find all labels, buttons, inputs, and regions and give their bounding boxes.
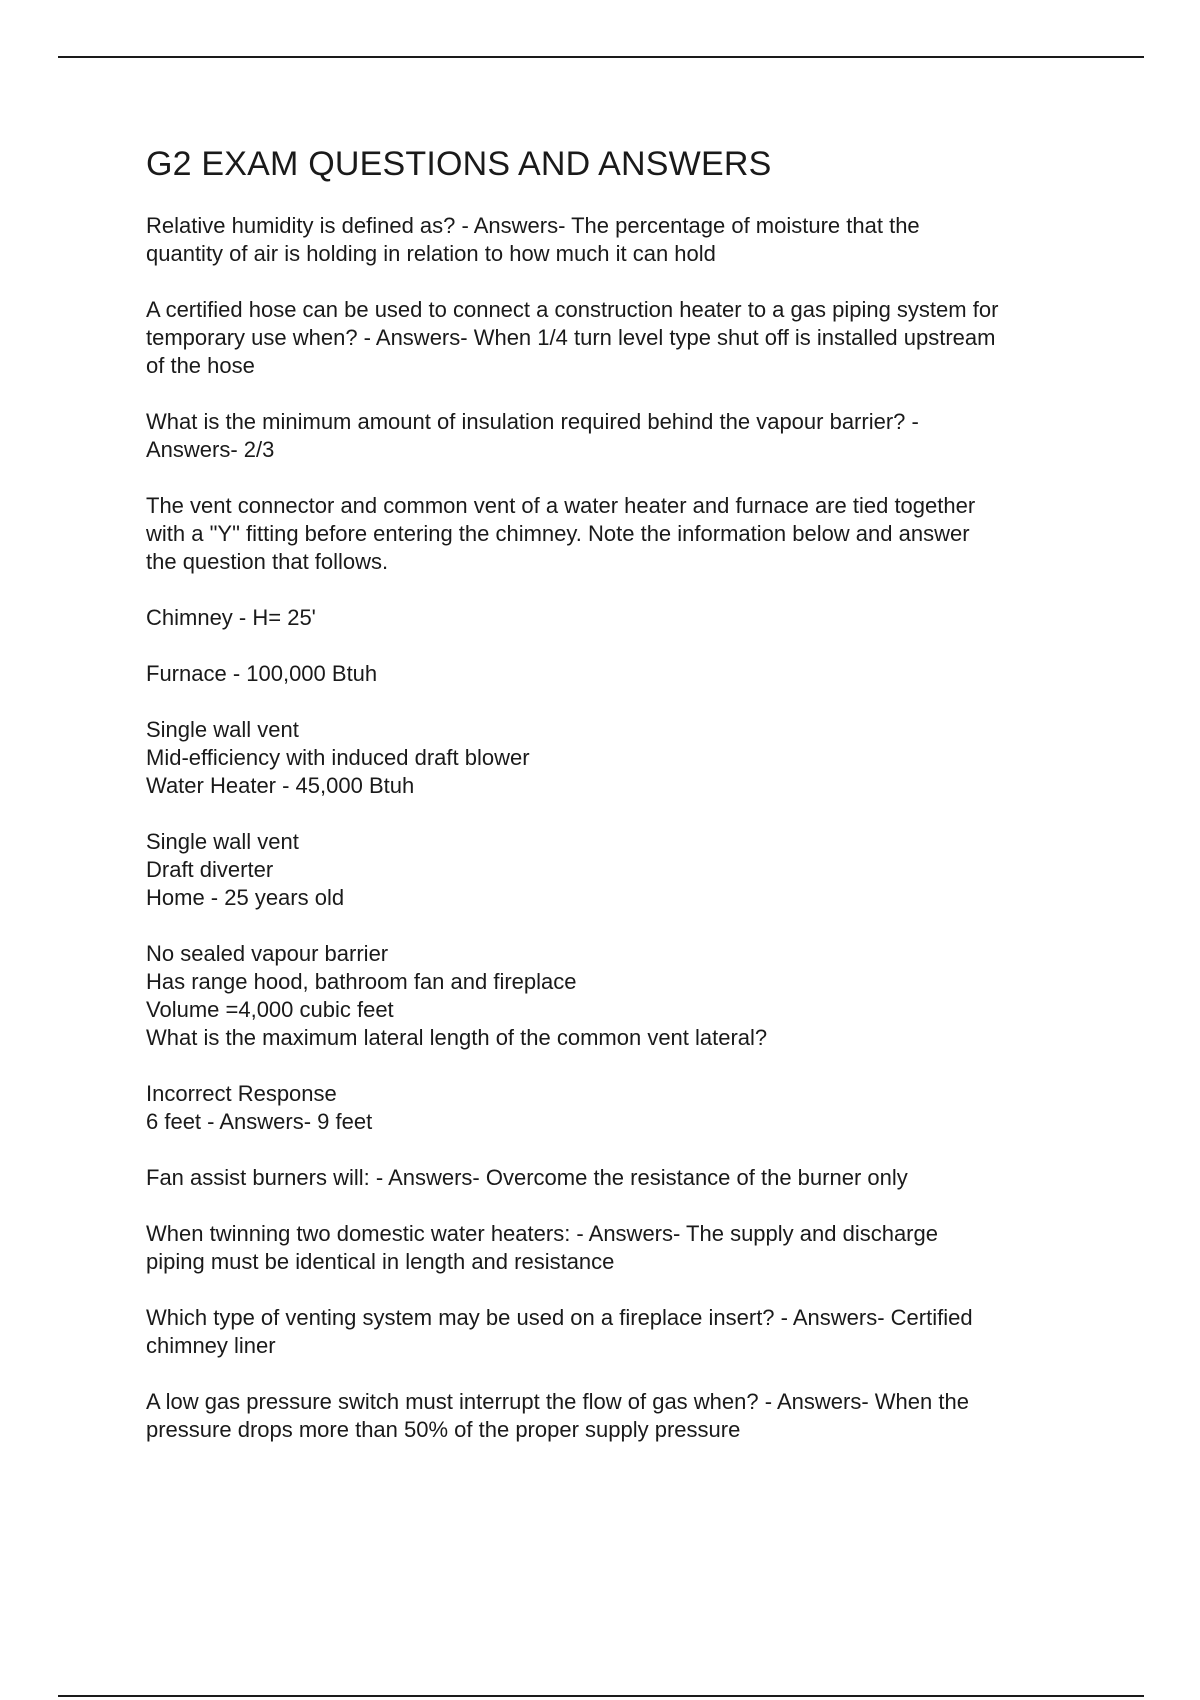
text-line: Answers- 2/3 [146, 437, 275, 462]
text-line: What is the maximum lateral length of the common vent lateral? [146, 1025, 768, 1050]
top-rule [58, 56, 1144, 58]
text-line: pressure drops more than 50% of the proper supply pressure [146, 1417, 741, 1442]
question-paragraph [146, 408, 1106, 464]
text-line: Furnace - 100,000 Btuh [146, 661, 378, 686]
question-paragraph [146, 716, 1106, 800]
text-line: Chimney - H= 25' [146, 605, 316, 630]
text-line: piping must be identical in length and resistance [146, 1249, 615, 1274]
question-paragraph [146, 212, 1106, 268]
text-line: What is the minimum amount of insulation required behind the vapour barrier? - [146, 409, 919, 434]
text-line: quantity of air is holding in relation to how much it can hold [146, 241, 716, 266]
question-paragraph [146, 1080, 1106, 1136]
text-line: Single wall vent [146, 717, 299, 742]
page-title: G2 EXAM QUESTIONS AND ANSWERS [146, 145, 772, 183]
text-line: Relative humidity is defined as? - Answers- The percentage of moisture that the [146, 213, 920, 238]
text-line: Water Heater - 45,000 Btuh [146, 773, 415, 798]
text-line: the question that follows. [146, 549, 389, 574]
text-line: 6 feet - Answers- 9 feet [146, 1109, 373, 1134]
text-line: The vent connector and common vent of a water heater and furnace are tied together [146, 493, 976, 518]
text-line: Single wall vent [146, 829, 299, 854]
question-paragraph [146, 828, 1106, 912]
text-line: Home - 25 years old [146, 885, 345, 910]
text-line: No sealed vapour barrier [146, 941, 389, 966]
text-line: A certified hose can be used to connect a construction heater to a gas piping system for [146, 297, 999, 322]
text-line: When twinning two domestic water heaters: - Answers- The supply and discharge [146, 1221, 938, 1246]
question-paragraph [146, 1164, 1106, 1192]
text-line: A low gas pressure switch must interrupt the flow of gas when? - Answers- When the [146, 1389, 969, 1414]
question-paragraph [146, 660, 1106, 688]
question-paragraph [146, 1388, 1106, 1444]
document-body [146, 144, 1106, 1472]
question-paragraph [146, 492, 1106, 576]
question-list [146, 212, 1106, 1444]
bottom-rule [58, 1695, 1144, 1697]
text-line: Mid-efficiency with induced draft blower [146, 745, 530, 770]
text-line: with a "Y" fitting before entering the chimney. Note the information below and answer [146, 521, 970, 546]
text-line: Volume =4,000 cubic feet [146, 997, 394, 1022]
question-paragraph [146, 1304, 1106, 1360]
text-line: Draft diverter [146, 857, 274, 882]
question-paragraph [146, 1220, 1106, 1276]
text-line: Fan assist burners will: - Answers- Overcome the resistance of the burner only [146, 1165, 908, 1190]
text-line: Which type of venting system may be used on a fireplace insert? - Answers- Certified [146, 1305, 973, 1330]
question-paragraph [146, 940, 1106, 1052]
text-line: of the hose [146, 353, 255, 378]
question-paragraph [146, 604, 1106, 632]
text-line: Incorrect Response [146, 1081, 337, 1106]
text-line: chimney liner [146, 1333, 276, 1358]
text-line: temporary use when? - Answers- When 1/4 turn level type shut off is installed upstream [146, 325, 996, 350]
text-line: Has range hood, bathroom fan and fireplace [146, 969, 577, 994]
question-paragraph [146, 296, 1106, 380]
